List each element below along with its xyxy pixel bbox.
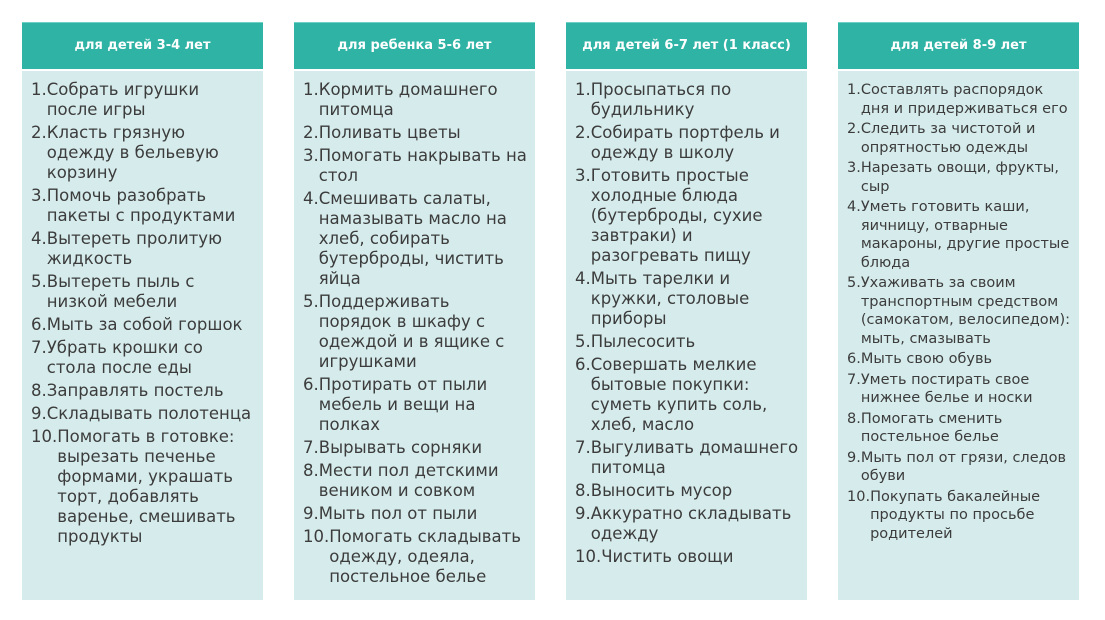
item-number: 7. xyxy=(575,438,591,457)
item-text: Мыть пол от пыли xyxy=(318,504,478,523)
item-number: 9. xyxy=(847,449,861,466)
list-item xyxy=(847,350,1071,369)
item-number: 7. xyxy=(31,338,47,357)
item-text: Готовить простые холодные блюда (бутерброды, сухие завтраки) и разогревать пищу xyxy=(590,166,763,265)
list-item xyxy=(31,427,255,547)
item-text: Нарезать овощи, фрукты, сыр xyxy=(860,160,1059,195)
column-age-3-4 xyxy=(22,22,263,600)
item-number: 3. xyxy=(847,160,861,176)
item-text: Смешивать салаты, намазывать масло на хлеб, собирать бутерброды, чистить яйца xyxy=(318,189,507,288)
list-item xyxy=(303,189,527,289)
item-text: Складывать полотенца xyxy=(46,404,252,423)
item-number: 3. xyxy=(303,146,319,165)
item-number: 5. xyxy=(31,272,47,291)
item-text: Чистить овощи xyxy=(601,547,734,566)
item-number: 2. xyxy=(847,121,861,137)
list-item xyxy=(575,504,799,544)
list-item xyxy=(303,527,527,587)
list-item xyxy=(303,80,527,120)
item-text: Просыпаться по будильнику xyxy=(590,80,732,119)
item-text: Помочь разобрать пакеты с продуктами xyxy=(46,186,236,225)
list-item xyxy=(575,547,799,567)
item-number: 6. xyxy=(575,355,591,374)
item-number: 5. xyxy=(303,292,319,311)
list-item xyxy=(303,438,527,458)
list-item xyxy=(31,186,255,226)
item-text: Выгуливать домашнего питомца xyxy=(590,438,799,477)
item-text: Покупать бакалейные продукты по просьбе родителей xyxy=(870,488,1041,542)
item-number: 8. xyxy=(303,461,319,480)
list-item xyxy=(847,198,1071,272)
item-number: 10. xyxy=(847,488,871,505)
column-header: для детей 6-7 лет (1 класс) xyxy=(566,22,807,69)
item-text: Помогать сменить постельное белье xyxy=(860,410,1003,445)
item-number: 6. xyxy=(847,351,861,367)
item-number: 4. xyxy=(303,189,319,208)
column-header: для детей 3-4 лет xyxy=(22,22,263,69)
chore-list xyxy=(838,71,1079,600)
list-item xyxy=(303,292,527,372)
list-item xyxy=(31,381,255,401)
list-item xyxy=(847,488,1071,544)
item-text: Ухаживать за своим транспортным средством (самокатом, велосипедом): мыть, смазывать xyxy=(860,275,1071,347)
list-item xyxy=(31,80,255,120)
list-item xyxy=(303,146,527,186)
item-text: Выносить мусор xyxy=(590,481,733,500)
item-number: 2. xyxy=(575,123,591,142)
item-text: Мыть пол от грязи, следов обуви xyxy=(860,449,1067,484)
list-item xyxy=(31,315,255,335)
list-item xyxy=(31,272,255,312)
list-item xyxy=(31,229,255,269)
item-text: Поливать цветы xyxy=(318,123,461,142)
item-number: 2. xyxy=(303,123,319,142)
item-text: Собрать игрушки после игры xyxy=(46,80,200,119)
item-number: 1. xyxy=(31,80,47,99)
item-text: Мыть за собой горшок xyxy=(46,315,243,334)
item-number: 1. xyxy=(847,82,861,98)
item-number: 6. xyxy=(303,375,319,394)
list-item xyxy=(303,461,527,501)
column-age-6-7 xyxy=(566,22,807,600)
item-text: Помогать в готовке: вырезать печенье формами, украшать торт, добавлять варенье, смешивать продукты xyxy=(57,427,236,546)
item-number: 9. xyxy=(31,404,47,423)
item-number: 10. xyxy=(575,547,602,566)
item-number: 8. xyxy=(575,481,591,500)
list-item xyxy=(575,438,799,478)
column-age-5-6 xyxy=(294,22,535,600)
item-text: Составлять распорядок дня и придерживаться его xyxy=(860,82,1068,117)
column-age-8-9 xyxy=(838,22,1079,600)
column-header: для ребенка 5-6 лет xyxy=(294,22,535,69)
list-item xyxy=(847,81,1071,118)
list-item xyxy=(575,123,799,163)
item-number: 7. xyxy=(847,371,861,388)
item-number: 10. xyxy=(303,527,330,546)
column-header: для детей 8-9 лет xyxy=(838,22,1079,69)
list-item xyxy=(847,274,1071,348)
item-number: 3. xyxy=(31,186,47,205)
list-item xyxy=(575,80,799,120)
list-item xyxy=(31,404,255,424)
list-item xyxy=(847,120,1071,157)
list-item xyxy=(575,269,799,329)
item-text: Помогать накрывать на стол xyxy=(318,146,527,185)
item-text: Мести пол детскими веником и совком xyxy=(318,461,499,500)
item-number: 5. xyxy=(847,275,861,291)
item-number: 4. xyxy=(847,199,861,215)
item-text: Поддерживать порядок в шкафу с одеждой и в ящике с игрушками xyxy=(318,292,505,371)
list-item xyxy=(575,481,799,501)
list-item xyxy=(575,166,799,266)
item-number: 2. xyxy=(31,123,47,142)
item-text: Следить за чистотой и опрятностью одежды xyxy=(860,121,1036,156)
list-item xyxy=(31,338,255,378)
list-item xyxy=(575,355,799,435)
item-text: Вытереть пролитую жидкость xyxy=(46,229,222,268)
item-number: 9. xyxy=(575,504,591,523)
item-text: Аккуратно складывать одежду xyxy=(590,504,792,543)
item-number: 9. xyxy=(303,504,319,523)
list-item xyxy=(303,123,527,143)
item-text: Вырывать сорняки xyxy=(318,438,483,457)
list-item xyxy=(575,332,799,352)
list-item xyxy=(31,123,255,183)
item-text: Уметь постирать свое нижнее белье и носки xyxy=(860,371,1033,406)
item-text: Мыть тарелки и кружки, столовые приборы xyxy=(590,269,750,328)
item-number: 3. xyxy=(575,166,591,185)
item-text: Вытереть пыль с низкой мебели xyxy=(46,272,195,311)
item-text: Класть грязную одежду в бельевую корзину xyxy=(46,123,219,182)
item-text: Уметь готовить каши, яичницу, отварные макароны, другие простые блюда xyxy=(860,199,1070,271)
item-text: Пылесосить xyxy=(590,332,696,351)
item-number: 5. xyxy=(575,332,591,351)
chore-list xyxy=(22,71,263,600)
list-item xyxy=(847,449,1071,486)
item-number: 7. xyxy=(303,438,319,457)
item-text: Собирать портфель и одежду в школу xyxy=(590,123,780,162)
chore-list xyxy=(294,71,535,600)
item-number: 8. xyxy=(847,410,861,427)
item-number: 6. xyxy=(31,315,47,334)
list-item xyxy=(847,371,1071,408)
item-text: Кормить домашнего питомца xyxy=(318,80,498,119)
list-item xyxy=(303,375,527,435)
item-text: Убрать крошки со стола после еды xyxy=(46,338,203,377)
item-text: Заправлять постель xyxy=(46,381,224,400)
item-text: Мыть свою обувь xyxy=(860,351,993,367)
item-number: 1. xyxy=(575,80,591,99)
list-item xyxy=(303,504,527,524)
item-number: 1. xyxy=(303,80,319,99)
item-number: 10. xyxy=(31,427,58,446)
list-item xyxy=(847,159,1071,196)
item-text: Помогать складывать одежду, одеяла, постельное белье xyxy=(329,527,521,586)
item-text: Совершать мелкие бытовые покупки: суметь купить соль, хлеб, масло xyxy=(590,355,768,434)
item-text: Протирать от пыли мебель и вещи на полках xyxy=(318,375,488,434)
item-number: 4. xyxy=(575,269,591,288)
list-item xyxy=(847,410,1071,447)
item-number: 8. xyxy=(31,381,47,400)
chore-list xyxy=(566,71,807,600)
item-number: 4. xyxy=(31,229,47,248)
